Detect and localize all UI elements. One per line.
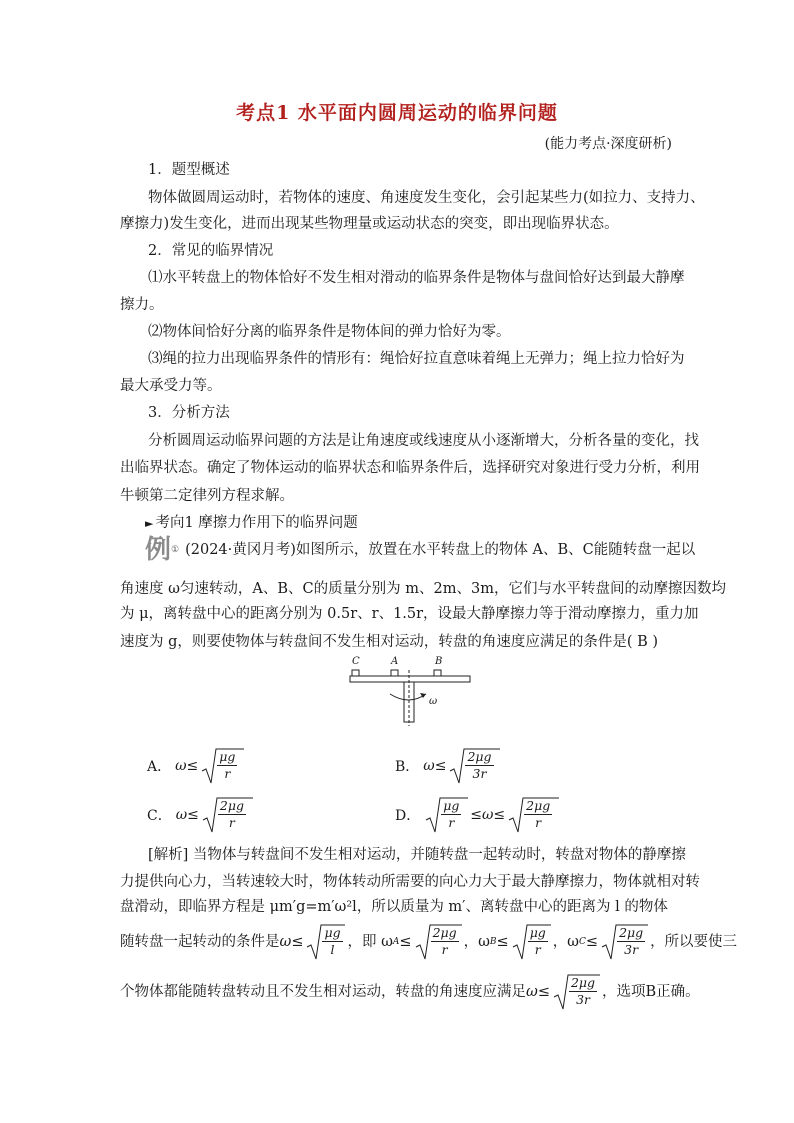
analysis-fraction-4 [617, 925, 645, 958]
analysis-f3-denominator: r [534, 942, 541, 957]
option-d-le2: ≤ [493, 807, 506, 823]
analysis-sqrt-1 [305, 923, 345, 961]
option-b-sqrt [448, 747, 500, 785]
analysis-line4 [120, 922, 738, 962]
section2-heading: 2．常见的临界情况 [148, 243, 274, 259]
analysis-line5-omega: ω≤ [526, 984, 550, 1000]
section3-line1: 分析圆周运动临界问题的方法是让角速度或线速度从小逐渐增大，分析各量的变化，找 [148, 433, 699, 449]
analysis-f3-numerator: μg [529, 925, 546, 940]
analysis-f5-numerator: 2μg [570, 975, 596, 990]
option-c-le: ≤ [187, 807, 199, 823]
analysis-line4-post: ，所以要使三 [650, 934, 738, 950]
section1-line1: 物体做圆周运动时，若物体的速度、角速度发生变化，会引起某些力(如拉力、支持力、 [148, 190, 705, 206]
figure-label-c: C [352, 656, 360, 667]
figure-label-omega: ω [429, 696, 438, 707]
analysis-f4-denominator: 3r [624, 942, 639, 957]
option-d-label: D． [395, 808, 421, 824]
analysis-line2: 力提供向心力，当转速较大时，物体转动所需要的向心力大于最大静摩擦力，物体就相对转 [120, 874, 700, 890]
analysis-sub-b: B [489, 937, 497, 947]
option-c-fraction [218, 798, 246, 831]
section1-heading: 1．题型概述 [148, 162, 230, 178]
option-a-denominator: r [224, 766, 231, 781]
example-line2: 角速度 ω匀速转动，A、B、C的质量分别为 m、2m、3m，它们与水平转盘间的动摩擦因数均 [120, 581, 726, 597]
analysis-line5 [120, 972, 700, 1012]
example-line1-wrap [145, 535, 700, 565]
option-b [395, 746, 502, 786]
option-d-right-numerator: 2μg [526, 798, 551, 813]
option-d-right-denominator: r [535, 815, 542, 830]
page-title: 考点1 水平面内圆周运动的临界问题 [236, 102, 558, 124]
analysis-line4-omega: ω≤ [279, 934, 304, 950]
figure-label-a: A [391, 656, 399, 667]
analysis-f4-numerator: 2μg [619, 925, 644, 940]
analysis-f2-denominator: r [441, 942, 448, 957]
option-d-left-numerator: μg [443, 798, 460, 813]
analysis-sqrt-2 [414, 923, 462, 961]
analysis-line4-mid1: ，即 ω [347, 934, 393, 950]
option-b-fraction [465, 749, 493, 782]
analysis-fraction-3 [528, 925, 548, 958]
analysis-f1-numerator: μg [324, 925, 341, 940]
kaoxiang-text: 考向1 摩擦力作用下的临界问题 [155, 515, 358, 531]
example-line3: 为 μ，离转盘中心的距离分别为 0.5r、r、1.5r，设最大静摩擦力等于滑动摩擦力，重力加 [120, 606, 699, 622]
example-line4: 速度为 g，则要使物体与转盘间不发生相对运动，转盘的角速度应满足的条件是( B ) [120, 634, 659, 650]
analysis-sqrt-5 [552, 973, 600, 1011]
option-b-numerator: 2μg [467, 749, 492, 764]
option-b-omega: ω [423, 758, 435, 774]
example-word: 例 [145, 535, 172, 565]
section3-line3: 牛顿第二定律列方程求解。 [120, 488, 294, 504]
option-c-numerator: 2μg [219, 798, 244, 813]
section3-heading: 3．分析方法 [148, 405, 230, 421]
option-a-omega: ω [175, 758, 187, 774]
option-a [147, 746, 246, 786]
option-c-sqrt [201, 796, 253, 834]
option-a-le: ≤ [186, 758, 199, 774]
option-c-label: C． [147, 808, 172, 824]
option-a-fraction [217, 749, 237, 782]
analysis-sqrt-3 [511, 923, 551, 961]
section3-line2: 出临界状态。确定了物体运动的临界状态和临界条件后，选择研究对象进行受力分析，利用 [120, 460, 700, 476]
section2-item3-line2: 最大承受力等。 [120, 378, 222, 394]
option-d-le1: ≤ [470, 807, 482, 823]
analysis-fraction-5 [569, 975, 597, 1008]
analysis-fraction-2 [431, 925, 459, 958]
triangle-marker-icon: ► [145, 517, 154, 530]
option-a-sqrt [200, 747, 244, 785]
turntable-diagram [340, 658, 480, 728]
section2-item2: ⑵物体间恰好分离的临界条件是物体间的弹力恰好为零。 [148, 324, 511, 340]
option-d-left-sqrt [424, 796, 468, 834]
analysis-le-a: ≤ [399, 934, 412, 950]
analysis-line4-mid2: ，ω [463, 934, 490, 950]
analysis-f5-denominator: 3r [576, 992, 590, 1007]
option-d-left-fraction [441, 798, 461, 831]
option-a-numerator: μg [219, 749, 236, 764]
analysis-f1-denominator: l [330, 942, 335, 957]
analysis-sub-c: C [579, 937, 586, 947]
analysis-line5-pre: 个物体都能随转盘转动且不发生相对运动，转盘的角速度应满足 [120, 984, 526, 1000]
section2-item3-line1: ⑶绳的拉力出现临界条件的情形有：绳恰好拉直意味着绳上无弹力；绳上拉力恰好为 [148, 351, 685, 367]
kaoxiang-heading [145, 513, 700, 534]
option-d-right-fraction [524, 798, 552, 831]
option-d-right-sqrt [507, 796, 559, 834]
option-d-omega: ω [481, 807, 494, 823]
page-subtitle: (能力考点·深度研析) [544, 136, 672, 152]
figure-label-b: B [435, 656, 443, 667]
option-d-left-denominator: r [448, 815, 455, 830]
analysis-line4-mid3: ，ω [552, 934, 580, 950]
turntable-figure [340, 658, 480, 728]
option-a-label: A． [147, 759, 172, 775]
option-c [147, 795, 255, 835]
analysis-line1: [解析] 当物体与转盘间不发生相对运动，并随转盘一起转动时，转盘对物体的静摩擦 [148, 847, 686, 863]
analysis-sub-a: A [392, 937, 400, 947]
analysis-fraction-1 [322, 925, 342, 958]
option-b-le: ≤ [434, 758, 447, 774]
analysis-f2-numerator: 2μg [432, 925, 457, 940]
example-line1: (2024·黄冈月考)如图所示，放置在水平转盘上的物体 A、B、C能随转盘一起以 [185, 542, 696, 558]
analysis-line3: 盘滑动，即临界方程是 μm′g=m′ω²l，所以质量为 m′、离转盘中心的距离为 l 的物体 [120, 899, 668, 915]
option-c-omega: ω [175, 807, 188, 823]
analysis-line5-post: ，选项B正确。 [601, 984, 700, 1000]
analysis-sqrt-4 [600, 923, 648, 961]
analysis-line4-pre: 随转盘一起转动的条件是 [120, 934, 280, 950]
option-d [395, 795, 561, 835]
analysis-le-b: ≤ [496, 934, 509, 950]
option-b-denominator: 3r [472, 766, 487, 781]
section2-item1-line2: 擦力。 [120, 297, 164, 313]
section1-line2: 摩擦力)发生变化，进而出现某些物理量或运动状态的突变，即出现临界状态。 [120, 216, 619, 232]
example-number: ① [171, 545, 180, 555]
analysis-le-c: ≤ [585, 934, 599, 950]
option-b-label: B． [395, 759, 420, 775]
section2-item1-line1: ⑴水平转盘上的物体恰好不发生相对滑动的临界条件是物体与盘间恰好达到最大静摩 [148, 270, 685, 286]
option-c-denominator: r [228, 815, 235, 830]
